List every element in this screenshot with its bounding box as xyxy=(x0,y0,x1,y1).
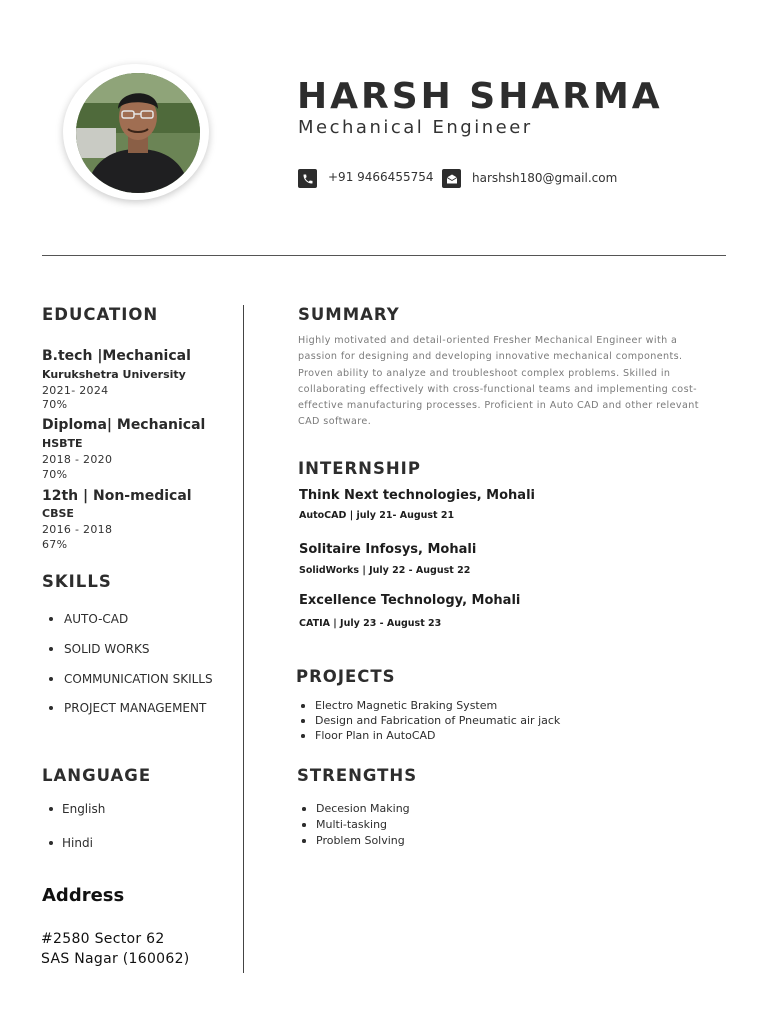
address-line-2: SAS Nagar (160062) xyxy=(41,951,190,967)
address-heading: Address xyxy=(42,885,125,906)
education-years: 2018 - 2020 xyxy=(42,453,113,466)
internship-company: Excellence Technology, Mohali xyxy=(299,593,521,608)
education-years: 2021- 2024 xyxy=(42,384,109,397)
profile-photo-image xyxy=(76,73,200,193)
education-score: 67% xyxy=(42,538,68,551)
phone-icon xyxy=(298,169,317,188)
education-institution: Kurukshetra University xyxy=(42,368,186,381)
education-score: 70% xyxy=(42,398,68,411)
language-heading: LANGUAGE xyxy=(42,766,152,785)
education-degree: 12th | Non-medical xyxy=(42,488,192,504)
address-line-1: #2580 Sector 62 xyxy=(41,931,165,947)
header-divider xyxy=(42,255,726,256)
skill-item: COMMUNICATION SKILLS xyxy=(42,671,213,687)
strength-item: Decesion Making xyxy=(298,801,410,816)
summary-heading: SUMMARY xyxy=(298,305,400,324)
email-address[interactable]: harshsh180@gmail.com xyxy=(472,171,618,185)
summary-text: Highly motivated and detail-oriented Fresher Mechanical Engineer with a passion for designing and developing innovative mechanical components. Proven ability to analyze and troubleshoot complex problems. Skilled in collaborating effectively with cross-functional teams and implementing cost-effective manufacturing processes. Proficient in Auto CAD and other relevant CAD software. xyxy=(298,335,699,428)
skill-item: AUTO-CAD xyxy=(42,611,128,627)
column-divider xyxy=(243,305,244,973)
language-item: Hindi xyxy=(42,835,93,851)
strengths-heading: STRENGTHS xyxy=(297,766,418,785)
profile-photo xyxy=(76,73,200,193)
project-item: Electro Magnetic Braking System xyxy=(297,698,497,713)
candidate-name: HARSH SHARMA xyxy=(297,76,663,117)
education-degree: Diploma| Mechanical xyxy=(42,417,206,433)
skill-item: PROJECT MANAGEMENT xyxy=(42,700,206,716)
education-degree: B.tech |Mechanical xyxy=(42,348,191,364)
strength-item: Problem Solving xyxy=(298,833,405,848)
email-icon xyxy=(442,169,461,188)
job-title: Mechanical Engineer xyxy=(298,117,533,138)
strength-item: Multi-tasking xyxy=(298,817,387,832)
internship-company: Think Next technologies, Mohali xyxy=(299,488,535,503)
education-score: 70% xyxy=(42,468,68,481)
email-icon-glyph xyxy=(446,173,458,185)
education-heading: EDUCATION xyxy=(42,305,159,324)
education-institution: HSBTE xyxy=(42,437,83,450)
language-item: English xyxy=(42,801,105,817)
internship-detail: AutoCAD | july 21- August 21 xyxy=(299,510,455,521)
internship-detail: SolidWorks | July 22 - August 22 xyxy=(299,565,471,576)
internship-heading: INTERNSHIP xyxy=(298,459,421,478)
skills-heading: SKILLS xyxy=(42,572,112,591)
education-years: 2016 - 2018 xyxy=(42,523,113,536)
projects-heading: PROJECTS xyxy=(296,667,396,686)
internship-company: Solitaire Infosys, Mohali xyxy=(299,542,477,557)
phone-icon-glyph xyxy=(302,173,314,185)
project-item: Design and Fabrication of Pneumatic air jack xyxy=(297,713,560,728)
education-institution: CBSE xyxy=(42,507,74,520)
internship-detail: CATIA | July 23 - August 23 xyxy=(299,618,442,629)
project-item: Floor Plan in AutoCAD xyxy=(297,728,436,743)
phone-number[interactable]: +91 9466455754 xyxy=(328,170,434,184)
skill-item: SOLID WORKS xyxy=(42,641,149,657)
